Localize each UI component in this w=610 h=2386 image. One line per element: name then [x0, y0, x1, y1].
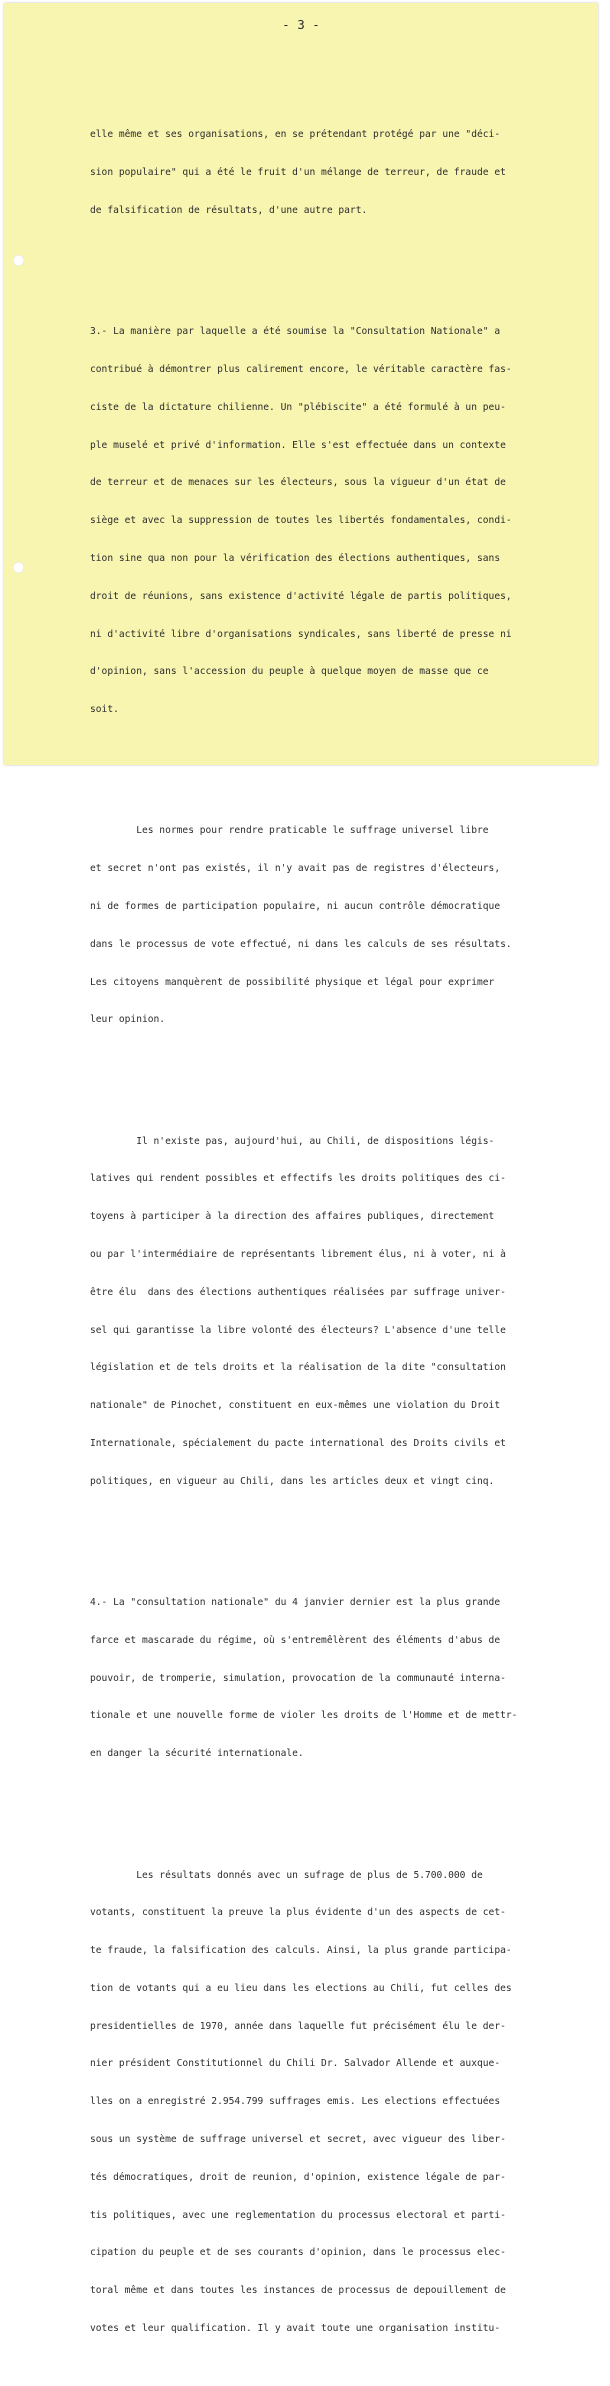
text-line: ni d'activité libre d'organisations syndicales, sans liberté de presse ni — [90, 628, 512, 640]
text-line: sel qui garantisse la libre volonté des électeurs? L'absence d'une telle — [90, 1324, 506, 1336]
text-line: dans le processus de vote effectué, ni dans les calculs de ses résultats. — [90, 938, 512, 950]
text-line: et secret n'ont pas existés, il n'y avait pas de registres d'électeurs, — [90, 863, 501, 875]
text-line: nationale" de Pinochet, constituent en eux-mêmes une violation du Droit — [90, 1400, 501, 1412]
text-line: politiques, en vigueur au Chili, dans les articles deux et vingt cinq. — [90, 1475, 495, 1487]
text-line: tionale et une nouvelle forme de violer les droits de l'Homme et de mettr- — [90, 1710, 518, 1722]
text-line: Les citoyens manquèrent de possibilité physique et légal pour exprimer — [90, 976, 495, 988]
paragraph-5 — [90, 1572, 610, 1786]
text-line: toyens à participer à la direction des affaires publiques, directement — [90, 1211, 495, 1223]
text-line: tion de votants qui a eu lieu dans les elections au Chili, fut celles des — [90, 1982, 512, 1994]
document-body — [90, 79, 610, 2386]
page-number: - 3 - — [282, 17, 320, 32]
text-line: latives qui rendent possibles et effectifs les droits politiques des ci- — [90, 1173, 506, 1185]
paragraph-4 — [90, 1111, 610, 1514]
text-line: droit de réunions, sans existence d'activité légale de partis politiques, — [90, 590, 512, 602]
text-line: pouvoir, de tromperie, simulation, provocation de la communauté interna- — [90, 1672, 506, 1684]
text-line: être élu dans des élections authentiques réalisées par suffrage univer- — [90, 1286, 506, 1298]
text-line: votes et leur qualification. Il y avait toute une organisation institu- — [90, 2322, 501, 2334]
text-line: contribué à démontrer plus calirement encore, le véritable caractère fas- — [90, 364, 512, 376]
text-line: siège et avec la suppression de toutes les libertés fondamentales, condi- — [90, 515, 512, 527]
text-line: 4.- La "consultation nationale" du 4 janvier dernier est la plus grande — [90, 1597, 501, 1609]
text-line: législation et de tels droits et la réalisation de la dite "consultation — [90, 1362, 506, 1374]
text-line: Il n'existe pas, aujourd'hui, au Chili, de dispositions légis- — [90, 1135, 495, 1147]
text-line: Les résultats donnés avec un sufrage de plus de 5.700.000 de — [90, 1869, 483, 1881]
text-line: Internationale, spécialement du pacte international des Droits civils et — [90, 1437, 506, 1449]
text-line: Les normes pour rendre praticable le suffrage universel libre — [90, 825, 489, 837]
text-line: ni de formes de participation populaire, ni aucun contrôle démocratique — [90, 901, 501, 912]
document-page — [4, 3, 598, 2334]
text-line: de terreur et de menaces sur les électeurs, sous la vigueur d'un état de — [90, 477, 506, 489]
text-line: tion sine qua non pour la vérification des élections authentiques, sans — [90, 552, 501, 564]
text-line: elle même et ses organisations, en se prétendant protégé par une "déci- — [90, 129, 501, 141]
text-line: soit. — [90, 704, 119, 716]
text-line: tis politiques, avec une reglementation du processus electoral et parti- — [90, 2209, 506, 2221]
text-line: votants, constituent la preuve la plus évidente d'un des aspects de cet- — [90, 1907, 506, 1919]
text-line: toral même et dans toutes les instances de processus de depouillement de — [90, 2285, 506, 2297]
text-line: lles on a enregistré 2.954.799 suffrages emis. Les elections effectuées — [90, 2096, 501, 2108]
punch-hole-bottom — [13, 562, 24, 573]
text-line: farce et mascarade du régime, où s'entremêlèrent des éléments d'abus de — [90, 1634, 501, 1646]
punch-hole-top — [13, 255, 24, 266]
text-line: te fraude, la falsification des calculs. Ainsi, la plus grande participa- — [90, 1945, 512, 1957]
text-line: ciste de la dictature chilienne. Un "plébiscite" a été formulé à un peu- — [90, 401, 506, 413]
text-line: sous un système de suffrage universel et secret, avec vigueur des liber- — [90, 2134, 506, 2145]
text-line: 3.- La manière par laquelle a été soumise la "Consultation Nationale" a — [90, 326, 501, 338]
text-line: tés démocratiques, droit de reunion, d'opinion, existence légale de par- — [90, 2171, 506, 2183]
text-line: sion populaire" qui a été le fruit d'un mélange de terreur, de fraude et — [90, 167, 506, 179]
text-line: ple muselé et privé d'information. Elle s'est effectuée dans un contexte — [90, 439, 506, 451]
paragraph-6 — [90, 1844, 610, 2360]
text-line: ou par l'intermédiaire de représentants librement élus, ni à voter, ni à — [90, 1249, 506, 1261]
text-line: de falsification de résultats, d'une autre part. — [90, 204, 368, 216]
text-line: en danger la sécurité internationale. — [90, 1748, 304, 1760]
text-line: nier président Constitutionnel du Chili Dr. Salvador Allende et auxque- — [90, 2058, 501, 2070]
text-line: leur opinion. — [90, 1014, 166, 1026]
text-line: presidentielles de 1970, année dans laquelle fut précisément élu le der- — [90, 2020, 506, 2032]
text-line: cipation du peuple et de ses courants d'opinion, dans le processus elec- — [90, 2247, 506, 2259]
paragraph-3 — [90, 800, 610, 1052]
paragraph-2 — [90, 301, 610, 742]
text-line: d'opinion, sans l'accession du peuple à quelque moyen de masse que ce — [90, 666, 489, 678]
paragraph-1 — [90, 104, 610, 243]
